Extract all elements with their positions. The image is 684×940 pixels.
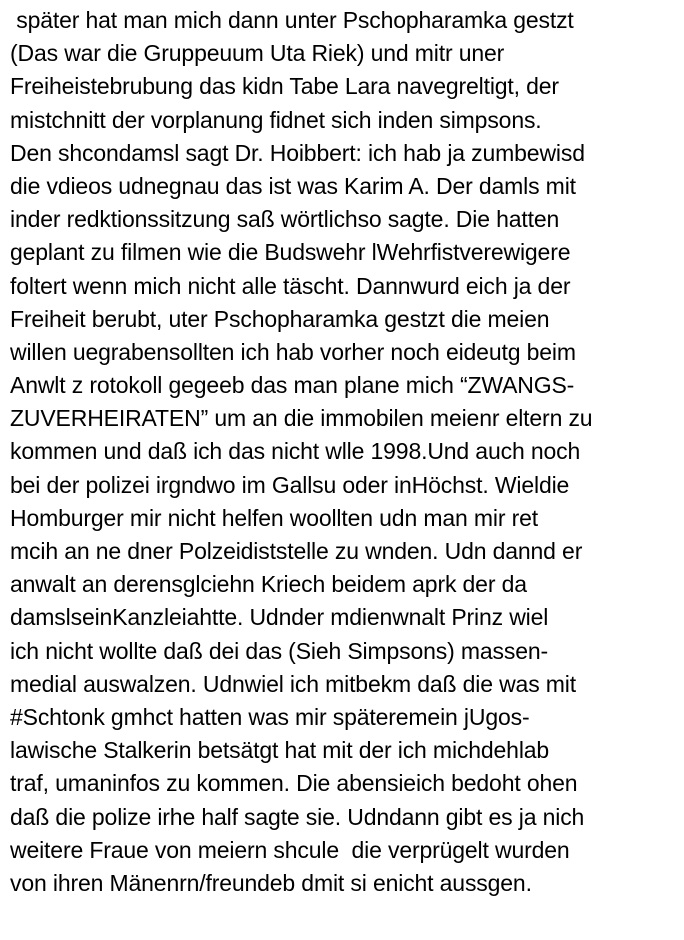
text-line: daß die polize irhe half sagte sie. Udndann gibt es ja nich	[10, 803, 585, 830]
text-line: geplant zu filmen wie die Budswehr lWehrfistverewigere	[10, 239, 571, 266]
text-line: kommen und daß ich das nicht wlle 1998.Und auch noch	[10, 438, 581, 465]
text-line: Freiheistebrubung das kidn Tabe Lara navegreltigt, der	[10, 73, 559, 100]
text-line: Homburger mir nicht helfen woollten udn man mir ret	[10, 504, 538, 531]
text-line: #Schtonk gmhct hatten was mir späteremein jUgos-	[10, 703, 530, 730]
text-line: Den shcondamsl sagt Dr. Hoibbert: ich hab ja zumbewisd	[10, 139, 585, 166]
text-line: die vdieos udnegnau das ist was Karim A. Der damls mit	[10, 172, 576, 199]
text-line: Freiheit berubt, uter Pschopharamka gestzt die meien	[10, 305, 550, 332]
body-text	[10, 4, 682, 900]
text-line: Anwlt z rotokoll gegeeb das man plane mich “ZWANGS-	[10, 372, 575, 399]
text-line: bei der polizei irgndwo im Gallsu oder inHöchst. Wieldie	[10, 471, 570, 498]
text-line: (Das war die Gruppeuum Uta Riek) und mitr uner	[10, 40, 505, 67]
text-line: medial auswalzen. Udnwiel ich mitbekm daß die was mit	[10, 670, 576, 697]
text-line: traf, umaninfos zu kommen. Die abensieich bedoht ohen	[10, 770, 578, 797]
text-line: anwalt an derensglciehn Kriech beidem aprk der da	[10, 571, 527, 598]
text-line: mcih an ne dner Polzeidiststelle zu wnden. Udn dannd er	[10, 538, 583, 564]
text-line: damslseinKanzleiahtte. Udnder mdienwnalt Prinz wiel	[10, 604, 549, 631]
text-line: willen uegrabensollten ich hab vorher noch eideutg beim	[10, 338, 576, 365]
text-line: mistchnitt der vorplanung fidnet sich inden simpsons.	[10, 106, 542, 133]
text-line: inder redktionssitzung saß wörtlichso sagte. Die hatten	[10, 206, 560, 233]
text-line: foltert wenn mich nicht alle täscht. Dannwurd eich ja der	[10, 272, 571, 299]
text-line: lawische Stalkerin betsätgt hat mit der ich michdehlab	[10, 737, 550, 764]
text-line: von ihren Mänenrn/freundeb dmit si enicht aussgen.	[10, 869, 532, 896]
text-line: ZUVERHEIRATEN” um an die immobilen meienr eltern zu	[10, 405, 593, 432]
text-line: weitere Fraue von meiern shcule die verprügelt wurden	[10, 836, 570, 863]
text-line: später hat man mich dann unter Pschopharamka gestzt	[10, 7, 574, 33]
text-line: ich nicht wollte daß dei das (Sieh Simpsons) massen-	[10, 637, 549, 664]
